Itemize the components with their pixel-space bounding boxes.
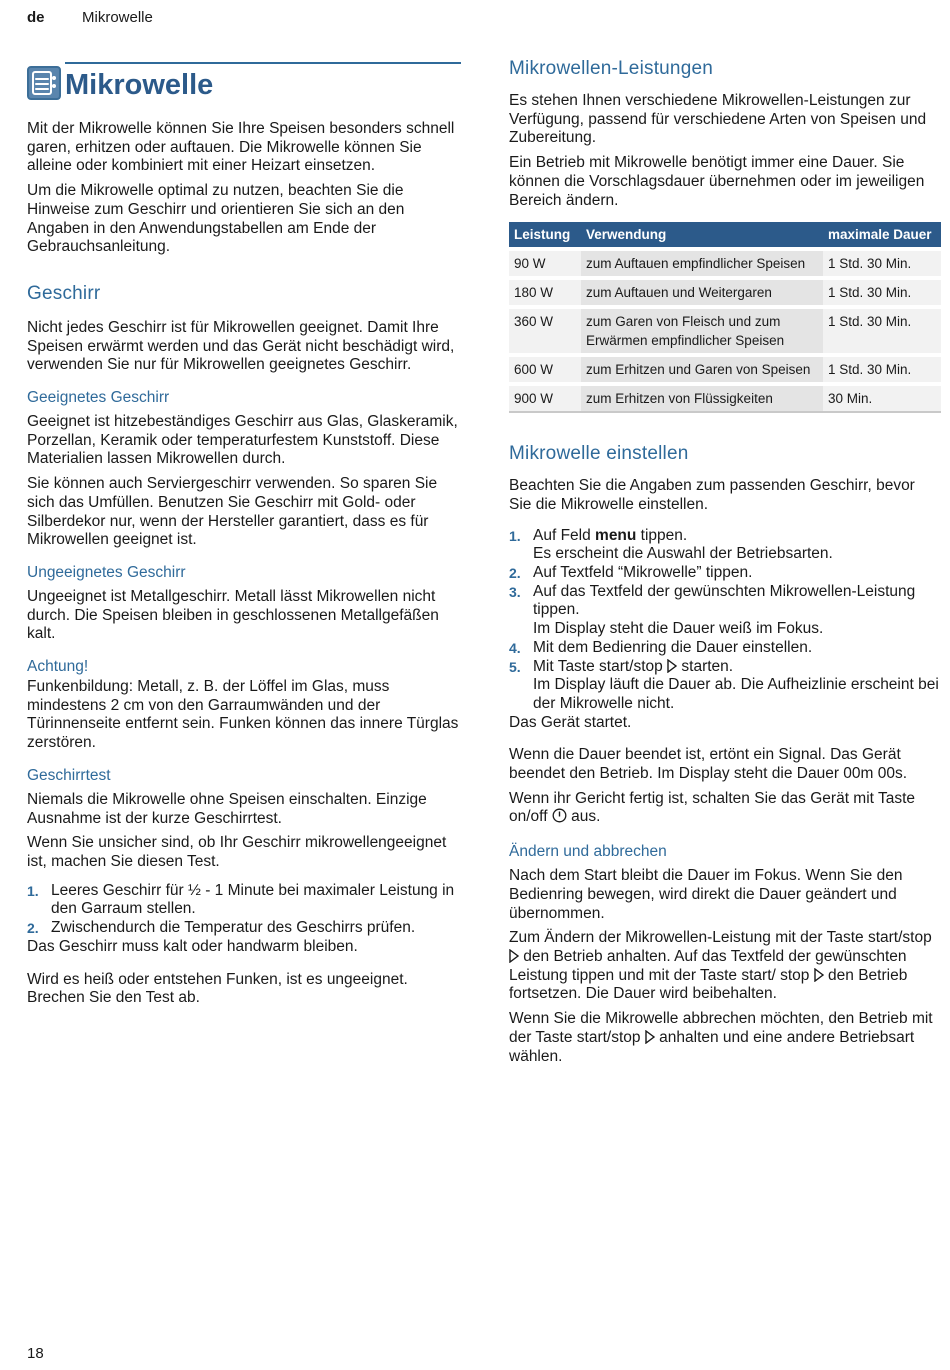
table-cell: 360 W xyxy=(509,307,581,355)
list-item: 4. Mit dem Bedienring die Dauer einstellen. xyxy=(509,638,813,656)
subheading-geschirrtest: Geschirrtest xyxy=(27,766,111,784)
intro-paragraph-2: Um die Mikrowelle optimal zu nutzen, beachten Sie die Hinweise zum Geschirr und orientieren Sie sich an den Angaben in den Anwendungstabellen am Ende der Gebrauchsanleitung. xyxy=(27,182,405,256)
start-stop-icon xyxy=(667,659,677,673)
warning-heading: Achtung! xyxy=(27,658,89,676)
einstellen-end-2: Wenn ihr Gericht fertig ist, schalten Sie das Gerät mit Taste on/off aus. xyxy=(509,789,916,826)
power-table xyxy=(509,222,941,413)
table-row xyxy=(509,278,941,307)
menu-keyword: menu xyxy=(595,526,637,544)
table-header-cell: Verwendung xyxy=(581,222,823,249)
aendern-text-1: Nach dem Start bleibt die Dauer im Fokus. Wenn Sie den Bedienring bewegen, wird direkt die Dauer geändert und übernommen. xyxy=(509,867,903,922)
table-cell: 900 W xyxy=(509,384,581,412)
test-steps xyxy=(27,882,461,938)
geschirr-text: Nicht jedes Geschirr ist für Mikrowellen geeignet. Damit Ihre Speisen erwärmt werden und das Gerät nicht beschädigt wird, verwenden Sie nur für Mikrowellen geeignetes Geschirr. xyxy=(27,318,455,374)
table-row xyxy=(509,384,941,412)
einstellen-intro: Beachten Sie die Angaben zum passenden Geschirr, bevor Sie die Mikrowelle einstellen. xyxy=(509,477,915,513)
test-text-3: Wird es heiß oder entstehen Funken, ist es ungeeignet. Brechen Sie den Test ab. xyxy=(27,970,408,1007)
chapter-title-row xyxy=(65,62,461,102)
table-cell: 600 W xyxy=(509,355,581,384)
test-result: Das Geschirr muss kalt oder handwarm bleiben. xyxy=(27,937,358,955)
table-cell: 30 Min. xyxy=(823,384,941,412)
aendern-text-2: Zum Ändern der Mikrowellen-Leistung mit der Taste start/stop den Betrieb anhalten. Auf das Textfeld der gewünschten Leistung tippen und mit der Taste start/ stop den Betrieb fortsetzen. Die Dauer wird beibehalten. xyxy=(509,929,932,1003)
page-header xyxy=(27,9,153,26)
einstellen-result: Das Gerät startet. xyxy=(509,713,632,731)
table-header-cell: maximale Dauer xyxy=(823,222,941,249)
page-number: 18 xyxy=(27,1345,44,1362)
table-row xyxy=(509,355,941,384)
left-column xyxy=(27,62,461,1014)
einstellen-end-1: Wenn die Dauer beendet ist, ertönt ein Signal. Das Gerät beendet den Betrieb. Im Display steht die Dauer 00m 00s. xyxy=(509,746,908,783)
table-header-cell: Leistung xyxy=(509,222,581,249)
table-cell: 90 W xyxy=(509,249,581,278)
list-item: 5. Mit Taste start/stop starten. Im Display läuft die Dauer ab. Die Aufheizlinie erscheint bei der Mikrowelle nicht. xyxy=(509,657,939,712)
intro-paragraph-1: Mit der Mikrowelle können Sie Ihre Speisen besonders schnell garen, erhitzen oder auftauen. Die Mikrowelle können Sie alleine oder kombiniert mit einer Heizart einsetzen. xyxy=(27,120,455,175)
leistungen-text-2: Ein Betrieb mit Mikrowelle benötigt immer eine Dauer. Sie können die Vorschlagsdauer übernehmen oder im jeweiligen Bereich ändern. xyxy=(509,154,925,209)
table-cell: 1 Std. 30 Min. xyxy=(823,278,941,307)
list-item: 2. Zwischendurch die Temperatur des Geschirrs prüfen. xyxy=(27,919,416,937)
list-item: 1. Auf Feld menu tippen. Es erscheint die Auswahl der Betriebsarten. xyxy=(509,526,833,563)
language-code: de xyxy=(27,9,45,26)
warning-text: Funkenbildung: Metall, z. B. der Löffel im Glas, muss mindestens 2 cm von den Garraumwänden und der Türinnenseite entfernt sein. Funken können das innere Türglas zerstören. xyxy=(27,678,459,752)
table-cell: zum Erhitzen und Garen von Speisen xyxy=(581,355,823,384)
table-cell: zum Erhitzen von Flüssigkeiten xyxy=(581,384,823,412)
table-row xyxy=(509,249,941,278)
table-cell: 1 Std. 30 Min. xyxy=(823,355,941,384)
list-item: 2. Auf Textfeld “Mikrowelle” tippen. xyxy=(509,564,753,582)
table-cell: 180 W xyxy=(509,278,581,307)
start-stop-icon xyxy=(645,1030,655,1044)
table-cell: 1 Std. 30 Min. xyxy=(823,307,941,355)
table-cell: 1 Std. 30 Min. xyxy=(823,249,941,278)
geeignet-text-1: Geeignet ist hitzebeständiges Geschirr aus Glas, Glaskeramik, Porzellan, Keramik oder temperaturfestem Kunststoff. Diese Materialien lassen Mikrowellen durch. xyxy=(27,413,458,468)
leistungen-text-1: Es stehen Ihnen verschiedene Mikrowellen-Leistungen zur Verfügung, passend für verschiedene Arten von Speisen und Zubereitung. xyxy=(509,92,927,147)
geeignet-text-2: Sie können auch Serviergeschirr verwenden. So sparen Sie sich das Umfüllen. Benutzen Sie Geschirr mit Gold- oder Silberdekor nur, wenn der Hersteller garantiert, dass es für Mikrowellen geeignet ist. xyxy=(27,475,438,549)
section-heading-geschirr: Geschirr xyxy=(27,282,101,304)
list-item: 1. Leeres Geschirr für ½ - 1 Minute bei maximaler Leistung in den Garraum stellen. xyxy=(27,881,455,918)
subheading-ungeeignet: Ungeeignetes Geschirr xyxy=(27,563,186,581)
aendern-text-3: Wenn Sie die Mikrowelle abbrechen möchten, den Betrieb mit der Taste start/stop anhalten und eine andere Betriebsart wählen. xyxy=(509,1010,933,1065)
einstellen-steps xyxy=(509,527,941,714)
table-row xyxy=(509,307,941,355)
list-item: 3. Auf das Textfeld der gewünschten Mikrowellen-Leistung tippen. Im Display steht die Dauer weiß im Fokus. xyxy=(509,582,916,638)
test-text-1: Niemals die Mikrowelle ohne Speisen einschalten. Einzige Ausnahme ist der kurze Geschirrtest. xyxy=(27,790,427,827)
section-heading-leistungen: Mikrowellen-Leistungen xyxy=(509,58,714,79)
microwave-icon xyxy=(27,66,61,100)
start-stop-icon xyxy=(814,968,824,982)
start-stop-icon xyxy=(509,949,519,963)
table-header-row xyxy=(509,222,941,249)
section-name: Mikrowelle xyxy=(82,9,153,26)
chapter-title: Mikrowelle xyxy=(65,68,214,101)
test-text-2: Wenn Sie unsicher sind, ob Ihr Geschirr mikrowellengeeignet ist, machen Sie diesen Test. xyxy=(27,834,447,870)
right-column xyxy=(509,58,941,1072)
table-cell: zum Auftauen und Weitergaren xyxy=(581,278,823,307)
table-cell: zum Auftauen empfindlicher Speisen xyxy=(581,249,823,278)
table-cell: zum Garen von Fleisch und zum Erwärmen empfindlicher Speisen xyxy=(581,307,823,355)
power-icon xyxy=(552,808,567,823)
subheading-aendern: Ändern und abbrechen xyxy=(509,843,667,861)
ungeeignet-text: Ungeeignet ist Metallgeschirr. Metall lässt Mikrowellen nicht durch. Die Speisen bleiben in geschlossenen Metallgefäßen kalt. xyxy=(27,587,439,643)
section-heading-einstellen: Mikrowelle einstellen xyxy=(509,443,689,465)
subheading-geeignet: Geeignetes Geschirr xyxy=(27,389,170,407)
